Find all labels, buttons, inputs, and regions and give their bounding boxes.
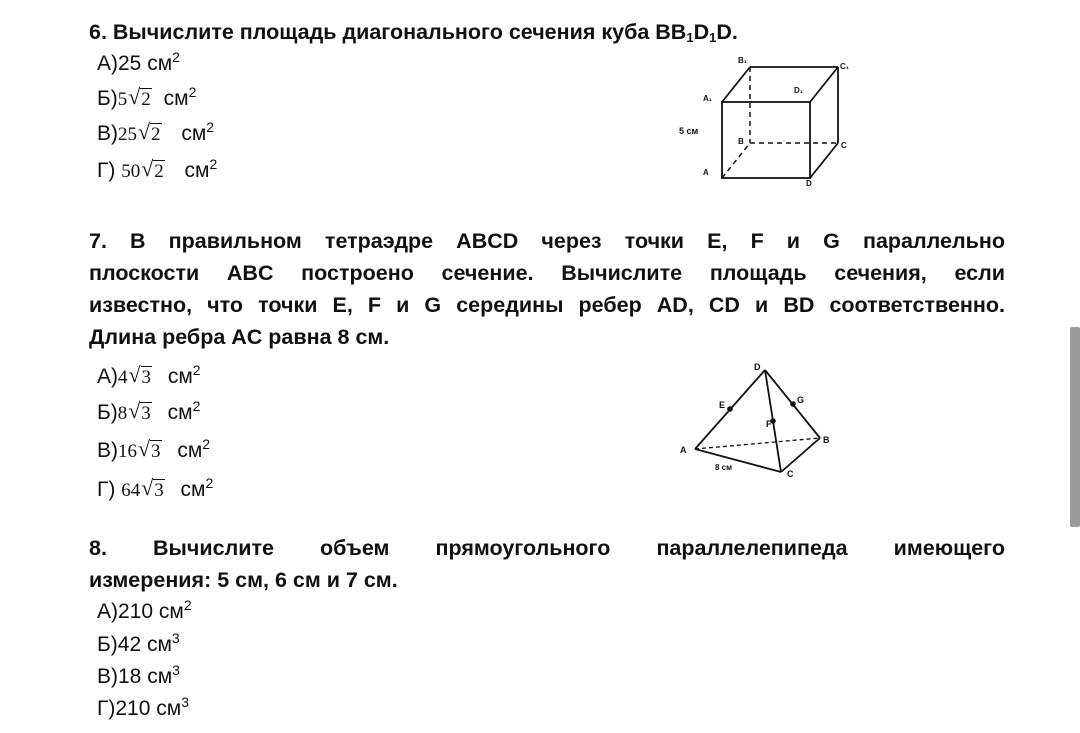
label-c: C <box>787 469 794 479</box>
cube-front-face <box>722 102 810 178</box>
q8-option-a[interactable]: А)210 $см^2$ <box>97 597 192 623</box>
q7-option-b[interactable]: Б)8√ 3 $см^2$ <box>97 398 200 429</box>
tetra-edge-ac <box>695 449 781 472</box>
label-a: A <box>703 168 709 177</box>
vertical-scrollbar[interactable] <box>1070 327 1080 527</box>
cube-edge-d1c1 <box>810 67 838 102</box>
tetrahedron-figure <box>675 357 845 487</box>
cube-edge-a1b1 <box>722 67 750 102</box>
q8-option-b[interactable]: Б)42 $см^3$ <box>97 630 180 656</box>
q6-option-b[interactable]: Б)5√ 2 $см^2$ <box>97 84 196 115</box>
label-d1: D₁ <box>794 86 804 95</box>
q6-option-c[interactable]: В)25√ 2 $см^2$ <box>97 119 214 150</box>
label-b: B <box>738 137 744 146</box>
cube-hidden-ab <box>722 143 750 178</box>
label-e: E <box>719 400 726 410</box>
q6-option-a[interactable]: А)25 $см^2$ <box>97 49 180 75</box>
q8-option-c[interactable]: В)18 $см^3$ <box>97 662 180 688</box>
label-d: D <box>754 362 761 372</box>
label-b: B <box>823 435 830 445</box>
question-6-title: 6. Вычислите площадь диагонального сечения куба $BB_1D_1D$. <box>89 20 738 45</box>
point-e <box>727 406 733 412</box>
label-c: C <box>841 141 847 150</box>
cube-figure <box>672 55 872 190</box>
label-d: D <box>806 179 812 188</box>
label-f: F <box>766 419 772 429</box>
label-c1: C₁ <box>840 62 850 71</box>
cube-edge-dc <box>810 143 838 178</box>
tetra-edge-cb <box>781 438 820 472</box>
q8-option-d[interactable]: Г)210 $см^3$ <box>97 694 189 720</box>
label-a1: A₁ <box>703 94 713 103</box>
q7-option-c[interactable]: В)16√ 3 $см^2$ <box>97 436 210 467</box>
question-8-title: 8. Вычислите объем прямоугольного параллелепипеда имеющего измерения: 5 см, 6 см и 7 см. <box>89 536 1005 592</box>
point-g <box>790 401 796 407</box>
q7-option-a[interactable]: А)4√ 3 $см^2$ <box>97 362 201 393</box>
label-g: G <box>797 395 805 405</box>
label-edge-length: 5 см <box>679 126 699 136</box>
label-a: A <box>680 445 687 455</box>
label-edge-length: 8 см <box>715 463 733 472</box>
question-7-title: 7. В правильном тетраэдре ABCD через точки E, F и G параллельно плоскости ABC построено сечение. Вычислите площадь сечения, если известно, что точки E, F и G середины ребер AD, CD и BD соответственно. Длина ребра AC равна 8 см. <box>89 229 1005 349</box>
q7-option-d[interactable]: Г) 64√ 3 $см^2$ <box>97 475 213 506</box>
tetra-hidden-ab <box>695 438 820 449</box>
label-b1: B₁ <box>738 56 748 65</box>
q6-option-d[interactable]: Г) 50√ 2 $см^2$ <box>97 156 217 187</box>
